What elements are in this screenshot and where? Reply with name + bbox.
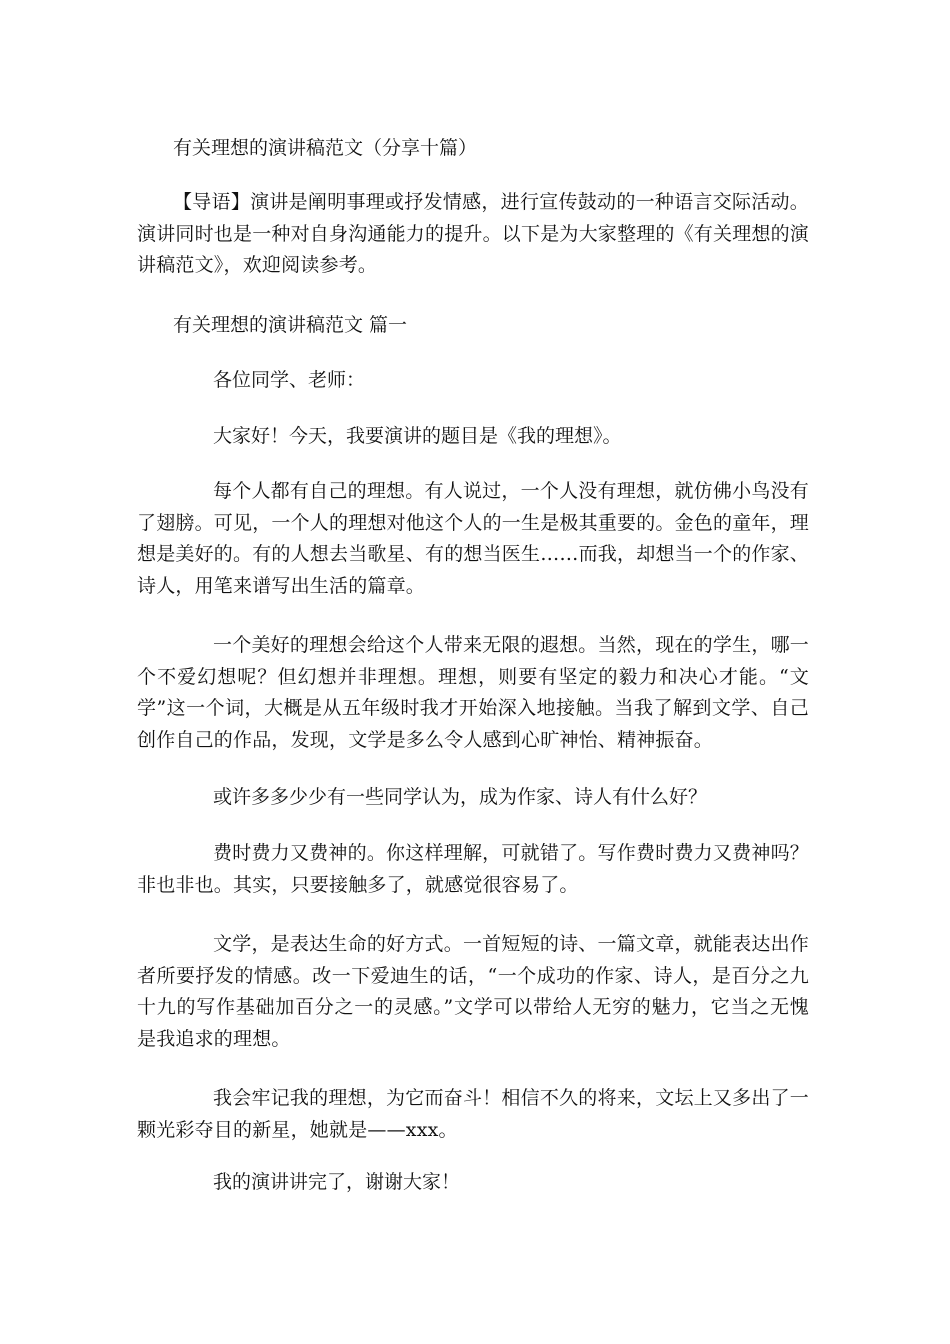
salutation: 各位同学、老师： xyxy=(213,369,366,391)
closing-paragraph: 我的演讲讲完了，谢谢大家！ xyxy=(213,1171,461,1193)
section-heading: 有关理想的演讲稿范文 篇一 xyxy=(173,314,408,336)
intro-paragraph: 【导语】演讲是阐明事理或抒发情感，进行宣传鼓动的一种语言交际活动。演讲同时也是一种对自身沟通能力的提升。以下是为大家整理的《有关理想的演讲稿范文》，欢迎阅读参考。 xyxy=(137,191,810,277)
body-paragraph: 一个美好的理想会给这个人带来无限的遐想。当然，现在的学生，哪一个不爱幻想呢？但幻想并非理想。理想，则要有坚定的毅力和决心才能。“文学”这一个词，大概是从五年级时我才开始深入地接触。当我了解到文学、自己创作自己的作品，发现，文学是多么令人感到心旷神怡、精神振奋。 xyxy=(137,634,809,751)
body-paragraph: 每个人都有自己的理想。有人说过，一个人没有理想，就仿佛小鸟没有了翅膀。可见，一个人的理想对他这个人的一生是极其重要的。金色的童年，理想是美好的。有的人想去当歌星、有的想当医生……而我，却想当一个的作家、诗人，用笔来谱写出生活的篇章。 xyxy=(137,480,810,597)
document-title: 有关理想的演讲稿范文（分享十篇） xyxy=(173,137,478,159)
body-paragraph: 费时费力又费神的。你这样理解，可就错了。写作费时费力又费神吗？非也非也。其实，只要接触多了，就感觉很容易了。 xyxy=(137,842,809,896)
body-paragraph: 我会牢记我的理想，为它而奋斗！相信不久的将来，文坛上又多出了一颗光彩夺目的新星，她就是——xxx。 xyxy=(137,1087,809,1141)
greeting-paragraph: 大家好！今天，我要演讲的题目是《我的理想》。 xyxy=(213,425,622,447)
body-paragraph: 或许多多少少有一些同学认为，成为作家、诗人有什么好？ xyxy=(213,786,708,808)
body-paragraph: 文学，是表达生命的好方式。一首短短的诗、一篇文章，就能表达出作者所要抒发的情感。改一下爱迪生的话，“一个成功的作家、诗人，是百分之九十九的写作基础加百分之一的灵感。”文学可以带给人无穷的魅力，它当之无愧是我追求的理想。 xyxy=(137,933,809,1050)
